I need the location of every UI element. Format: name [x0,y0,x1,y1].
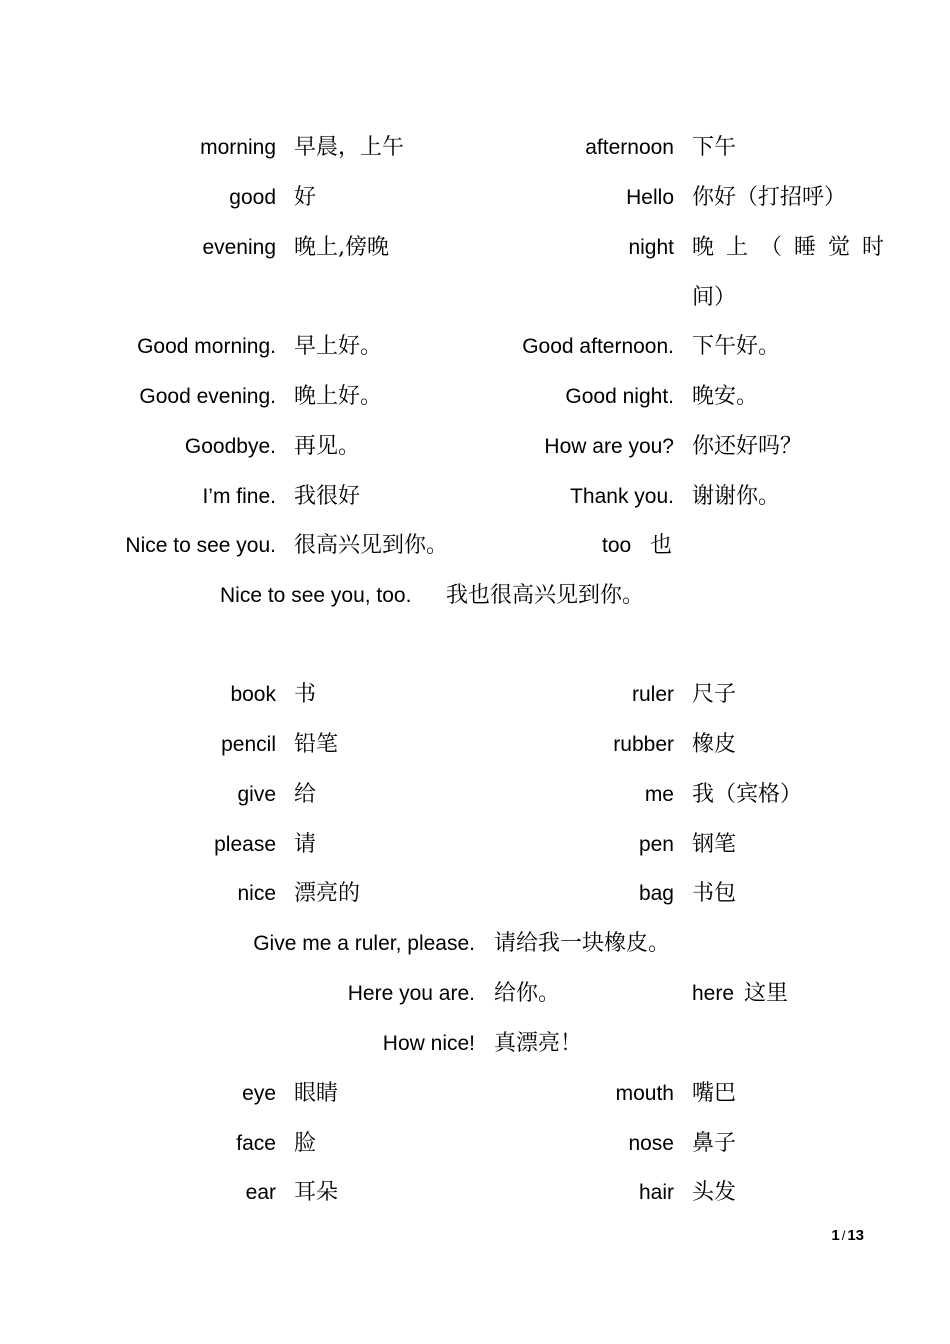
english-term: here [692,982,735,1005]
chinese-meaning: 脸 [294,1131,317,1156]
chinese-meaning: 钢笔 [692,832,737,857]
chinese-meaning: 下午 [692,135,737,160]
chinese-meaning: 漂亮的 [294,881,361,906]
chinese-meaning: 鼻子 [692,1131,737,1156]
chinese-meaning: 晚安。 [692,384,759,409]
chinese-meaning: 这里 [744,981,789,1006]
chinese-meaning: 橡皮 [692,732,737,757]
chinese-meaning: 嘴巴 [692,1081,737,1106]
chinese-meaning: 书包 [692,881,737,906]
chinese-meaning: 晚上好。 [294,384,383,409]
chinese-sentence: 真漂亮！ [494,1031,583,1056]
chinese-meaning: 你还好吗？ [692,434,803,459]
chinese-meaning: 我（宾格） [692,782,803,807]
chinese-meaning: 我很好 [294,484,361,509]
chinese-meaning-continued: 间） [692,285,737,310]
chinese-meaning: 头发 [692,1180,737,1205]
english-term: eye [242,1082,276,1105]
english-term: Thank you. [570,485,674,508]
english-term: evening [202,236,276,259]
chinese-meaning: 也 [650,533,673,558]
english-term: ruler [631,683,674,706]
english-term: mouth [615,1082,674,1105]
page-separator: / [841,1228,846,1243]
chinese-meaning: 下午好。 [692,334,781,359]
english-term: night [628,236,674,259]
english-term: pen [638,833,674,856]
english-term: How are you? [544,435,674,458]
chinese-sentence: 请给我一块橡皮。 [494,931,671,956]
english-term: give [237,783,276,806]
chinese-meaning: 很高兴见到你。 [294,533,449,558]
chinese-meaning: 你好（打招呼） [692,185,847,210]
total-pages: 13 [847,1227,864,1244]
english-term: Goodbye. [184,435,276,458]
english-term: good [229,186,276,209]
chinese-meaning: 耳朵 [294,1180,339,1205]
english-term: Good evening. [139,385,276,408]
english-term: book [230,683,276,706]
english-term: too [602,534,632,557]
english-term: face [236,1132,276,1155]
english-term: please [214,833,276,856]
chinese-meaning: 晚上,傍晚 [294,235,389,260]
english-term: nice [237,882,276,905]
english-term: Good night. [565,385,674,408]
english-term: pencil [221,733,276,756]
chinese-meaning: 请 [294,832,317,857]
chinese-meaning: 晚上（睡觉时 [692,235,897,260]
page-number [831,1227,864,1244]
english-term: Good afternoon. [522,335,674,358]
english-term: nose [628,1132,674,1155]
chinese-sentence: 我也很高兴见到你。 [446,583,645,608]
english-term: afternoon [585,136,674,159]
chinese-meaning: 给 [294,782,317,807]
english-sentence: How nice! [382,1032,475,1055]
english-term: morning [200,136,276,159]
english-term: Hello [626,186,674,209]
chinese-meaning: 铅笔 [294,732,339,757]
english-sentence: Here you are. [347,982,475,1005]
english-term: hair [638,1181,674,1204]
chinese-meaning: 再见。 [294,434,361,459]
english-term: Nice to see you. [125,534,276,557]
english-term: Good morning. [137,335,276,358]
chinese-meaning: 尺子 [692,682,737,707]
english-term: I’m fine. [202,485,276,508]
chinese-meaning: 早上好。 [294,334,383,359]
chinese-sentence: 给你。 [494,981,561,1006]
current-page: 1 [831,1227,840,1244]
english-term: bag [638,882,674,905]
english-term: me [644,783,674,806]
english-sentence: Nice to see you, too. [220,584,412,607]
chinese-meaning: 书 [294,682,317,707]
chinese-meaning: 早晨，上午 [294,135,405,160]
english-term: rubber [613,733,674,756]
chinese-meaning: 谢谢你。 [692,484,781,509]
chinese-meaning: 眼睛 [294,1081,339,1106]
chinese-meaning: 好 [294,185,317,210]
english-sentence: Give me a ruler, please. [253,932,475,955]
english-term: ear [245,1181,276,1204]
